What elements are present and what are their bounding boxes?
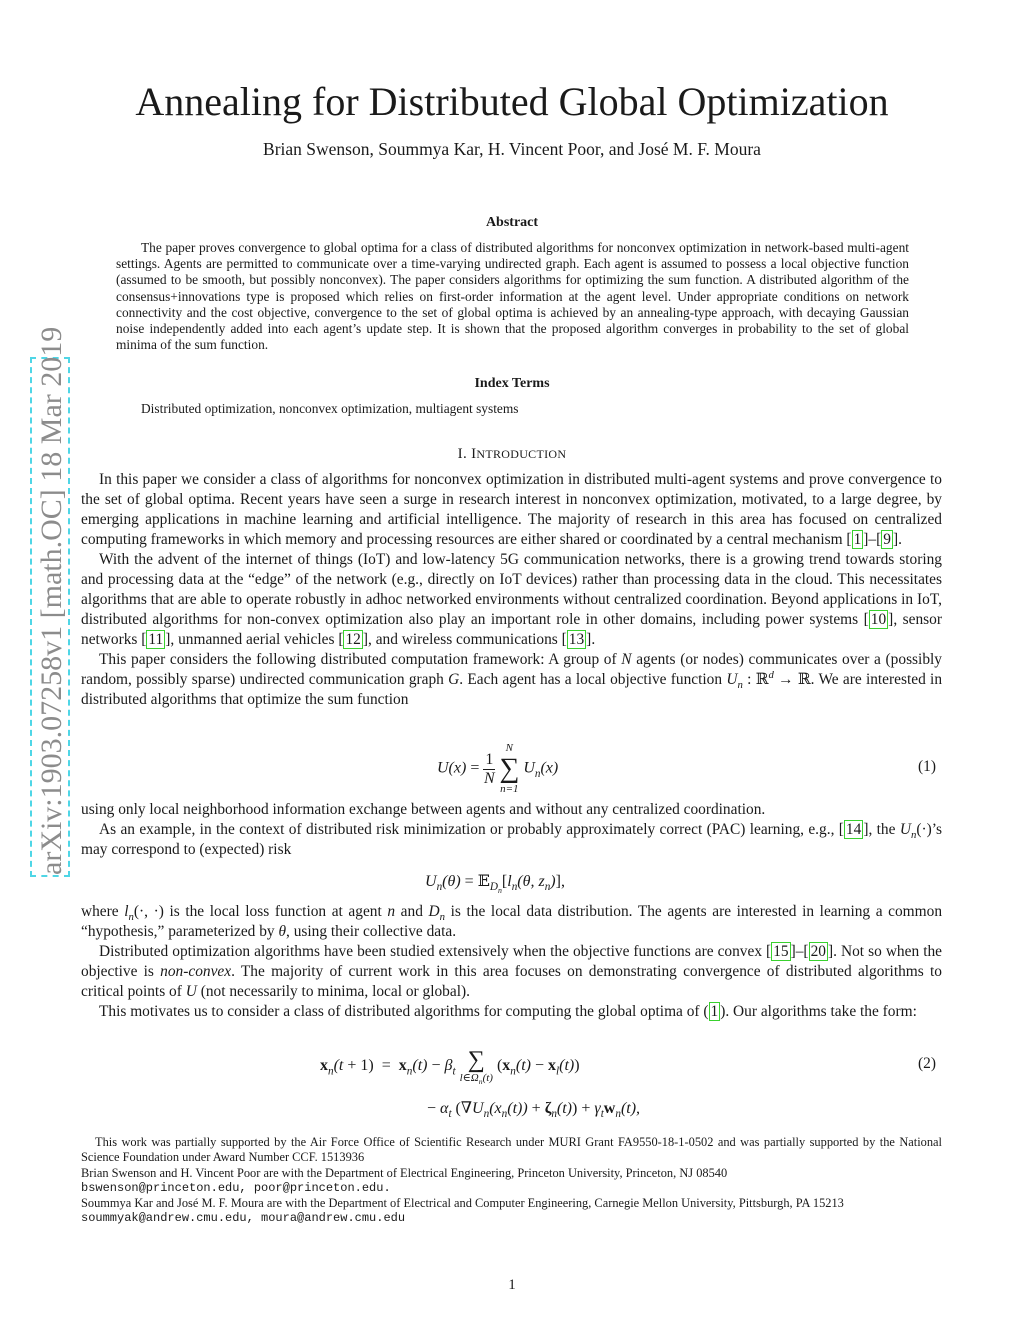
intro-body bbox=[81, 470, 942, 710]
citation-link[interactable]: 15 bbox=[773, 943, 789, 960]
paragraph-7: Distributed optimization algorithms have been studied extensively when the objective functions are convex [ 15 ]–[ 20 ]. Not so when the objective is non-convex. The majority of current work in this area focuses on demonstrating convergence of distributed algorithms to critical points of U (not necessarily to minima, local or global). bbox=[81, 943, 942, 1000]
citation-link[interactable]: 14 bbox=[845, 821, 862, 838]
p6-text-e: , using their collective data. bbox=[286, 923, 457, 940]
intro-body-2 bbox=[81, 800, 942, 860]
p2-text-d: , and wireless communications bbox=[368, 631, 562, 648]
p1-end: . bbox=[898, 531, 902, 548]
equation-risk: $U_n(\theta)$ = $𝔼_{D_n}[l_n(\theta$, $z_n$)], bbox=[425, 873, 565, 896]
p6-text-a: where bbox=[81, 903, 125, 920]
p1-text: In this paper we consider a class of algorithms for nonconvex optimization in distributed multi-agent systems and prove convergence to the set of global optima. Recent years have seen a surge in research interest in nonconvex optimization, motivated, to a large degree, by emerging applications in machine learning and artificial intelligence. The majority of research in this area has focused on centralized computing frameworks in which memory and processing resources are either shared or coordinated by a central mechanism bbox=[81, 471, 942, 548]
p3-text-d: . We are interested in distributed algorithms that optimize the sum function bbox=[81, 671, 943, 708]
p3-text-c: . Each agent has a local objective function bbox=[459, 671, 727, 688]
p5-text-b: , the bbox=[868, 821, 900, 838]
abstract-text: The paper proves convergence to global optima for a class of distributed algorithms for nonconvex optimization in network-based multi-agent settings. Agents are permitted to communicate over a time-varying undirected graph. Each agent is assumed to possess a local objective function (assumed to be smooth, but possibly nonconvex). The paper considers algorithms for optimizing the sum function. A distributed algorithm of the consensus+innovations type is proposed which relies on first-order information at the agent level. Under appropriate conditions on network connectivity and the cost objective, convergence to the set of global optima is achieved by an annealing-type approach, with decaying Gaussian noise independently added into each agent’s update step. It is shown that the proposed algorithm converges in probability to the set of global minima of the sum function. bbox=[116, 240, 909, 353]
citation-link[interactable]: 12 bbox=[345, 631, 361, 648]
citation-link[interactable]: 20 bbox=[810, 943, 826, 960]
p7-text-c: . The majority of current work in this area focuses on demonstrating convergence of distributed algorithms to critical points of bbox=[81, 963, 942, 1000]
equation-2-line-2: − $\alpha_t$ $(\nabla U_n(x_n(t)) + \zeta_n(t)) + \gamma_tw_n(t)$, bbox=[427, 1100, 641, 1121]
p3-text-b: agents (or nodes) communicates over a (possibly random, possibly sparse) undirected communication graph bbox=[81, 651, 942, 688]
equation-link[interactable]: 1 bbox=[710, 1003, 719, 1020]
equation-1-number: (1) bbox=[918, 758, 936, 775]
citation-link[interactable]: 11 bbox=[148, 631, 164, 648]
p8-text-a: This motivates us to consider a class of distributed algorithms for computing the global optima of ( bbox=[99, 1003, 709, 1020]
paragraph-8 bbox=[81, 1002, 942, 1022]
paragraph-5: As an example, in the context of distributed risk minimization or probably approximately correct (PAC) learning, e.g., [ 14 ], the $U_n(\cdot)’s$ may correspond to (expected) risk bbox=[81, 821, 942, 858]
p7-text-a: Distributed optimization algorithms have been studied extensively when the objective functions are convex bbox=[99, 943, 767, 960]
section-title-rest: NTRODUCTION bbox=[476, 447, 567, 461]
section-numeral: I. bbox=[457, 446, 468, 462]
page-number: 1 bbox=[508, 1277, 516, 1293]
p1-dash: – bbox=[868, 531, 877, 548]
footnote-funding: This work was partially supported by the Air Force Office of Scientific Research under MURI Grant FA9550-18-1-0502 and was partially supported by the National Science Foundation under Award Number CCF. 1513936 bbox=[81, 1135, 942, 1165]
p5-text-c: ’s may correspond to (expected) risk bbox=[81, 821, 942, 858]
p7-text-d: (not necessarily to minima, local or global). bbox=[196, 983, 470, 1000]
p3-text-a: This paper considers the following distributed computation framework: A group of bbox=[99, 651, 622, 668]
emphasis-nonconvex: non-convex bbox=[160, 963, 232, 980]
fraction: $\frac{1}{N}$ bbox=[484, 750, 495, 787]
paragraph-6: where $l_n(\cdot$, ·) is the local loss function at agent n and $D_n$ is the local data distribution. The agents are interested in learning a common “hypothesis,” parameterized by θ, using their collective data. bbox=[81, 903, 943, 940]
section-first-letter: I bbox=[471, 446, 477, 462]
paragraph-3 bbox=[81, 650, 942, 710]
math-map: $U_n$ : ℝ$^d$ → ℝ bbox=[726, 668, 811, 692]
citation-link[interactable]: 13 bbox=[568, 631, 585, 648]
p5-text-a: As an example, in the context of distributed risk minimization or probably approximately correct (PAC) learning, e.g., bbox=[99, 821, 839, 838]
footnote-affiliation-princeton: Brian Swenson and H. Vincent Poor are with the Department of Electrical Engineering, Princeton University, Princeton, NJ 08540 bbox=[81, 1165, 728, 1180]
sum-symbol: ∑ $l\in\Omega_n(t)$ bbox=[459, 1047, 493, 1087]
index-terms-text: Distributed optimization, nonconvex optimization, multiagent systems bbox=[141, 401, 519, 416]
footnote-email-cmu[interactable]: soummyak@andrew.cmu.edu, moura@andrew.cmu.edu bbox=[81, 1211, 406, 1226]
paper-authors: Brian Swenson, Soummya Kar, H. Vincent Poor, and José M. F. Moura bbox=[263, 139, 761, 159]
p7-text-b: . Not so when the objective is bbox=[81, 943, 942, 980]
footnotes bbox=[81, 1135, 942, 1227]
equation-2-number: (2) bbox=[918, 1055, 936, 1072]
citation-link[interactable]: 9 bbox=[883, 531, 891, 548]
equation-1: U(x) = $\frac{1}{N}$ N ∑ n=1 $U_n(x)$ bbox=[437, 742, 559, 795]
equation-2-line-1: $x_n(t + 1) = x_n(t) - \beta_t$ ∑ $l\in\Omega_n(t)$ $(x_n(t) - x_l(t))$ bbox=[320, 1047, 580, 1087]
math-G: G bbox=[448, 671, 460, 688]
sum-symbol: N ∑ n=1 bbox=[499, 742, 520, 795]
section-heading bbox=[0, 446, 1024, 463]
footnote-email-princeton[interactable]: bswenson@princeton.edu, poor@princeton.edu. bbox=[81, 1180, 391, 1195]
index-terms-heading: Index Terms bbox=[474, 376, 550, 391]
p7-dash: – bbox=[795, 943, 804, 960]
p2-text-c: , unmanned aerial vehicles bbox=[170, 631, 339, 648]
paper-title: Annealing for Distributed Global Optimization bbox=[135, 79, 889, 124]
intro-body-3 bbox=[81, 902, 942, 1022]
p2-end: . bbox=[591, 631, 596, 648]
footnote-affiliation-cmu: Soummya Kar and José M. F. Moura are with the Department of Electrical and Computer Engineering, Carnegie Mellon University, Pittsburgh, PA 15213 bbox=[81, 1196, 844, 1211]
p6-text-d: is the local data distribution. The agents are interested in learning a common “hypothesis,” parameterized by bbox=[81, 903, 943, 940]
abstract-heading: Abstract bbox=[485, 215, 539, 230]
math-N: N bbox=[621, 651, 632, 668]
citation-link[interactable]: 1 bbox=[853, 531, 862, 548]
p6-text-b: is the local loss function at agent bbox=[163, 903, 388, 920]
citation-link[interactable]: 10 bbox=[870, 611, 887, 628]
p2-text: With the advent of the internet of things (IoT) and low-latency 5G communication networks, there is a growing trend towards storing and processing data at the “edge” of the network (e.g., directly on IoT devices) rather than processing data in the cloud. This necessitates algorithms that are able to operate robustly in adhoc networked environments without centralized coordination. Beyond applications in IoT, distributed algorithms for non-convex optimization also play an important role in other domains, including power systems bbox=[81, 551, 942, 628]
arxiv-stamp[interactable]: arXiv:1903.07258v1 [math.OC] 18 Mar 2019 bbox=[30, 357, 70, 877]
paragraph-2: With the advent of the internet of things (IoT) and low-latency 5G communication networks, there is a growing trend towards storing and processing data at the “edge” of the network (e.g., directly on IoT devices) rather than processing data in the cloud. This necessitates algorithms that are able to operate robustly in adhoc networked environments without centralized coordination. Beyond applications in IoT, distributed algorithms for non-convex optimization also play an important role in other domains, including power systems [ 10 ], sensor networks [ 11 ], unmanned aerial vehicles [ 12 ], and wireless communications [ 13 ]. bbox=[81, 551, 942, 648]
paragraph-1: In this paper we consider a class of algorithms for nonconvex optimization in distributed multi-agent systems and prove convergence to the set of global optima. Recent years have seen a surge in research interest in nonconvex optimization, motivated, to a large degree, by emerging applications in machine learning and artificial intelligence. The majority of research in this area has focused on centralized computing frameworks in which memory and processing resources are either shared or coordinated by a central mechanism [ 1 ]–[ 9 ]. bbox=[81, 471, 942, 548]
p2-text-b: , sensor networks bbox=[81, 611, 942, 648]
paragraph-4: using only local neighborhood information exchange between agents and without any centralized coordination. bbox=[81, 801, 766, 818]
p6-text-c: and bbox=[395, 903, 429, 920]
p8-text-b: ). Our algorithms take the form: bbox=[720, 1003, 917, 1020]
